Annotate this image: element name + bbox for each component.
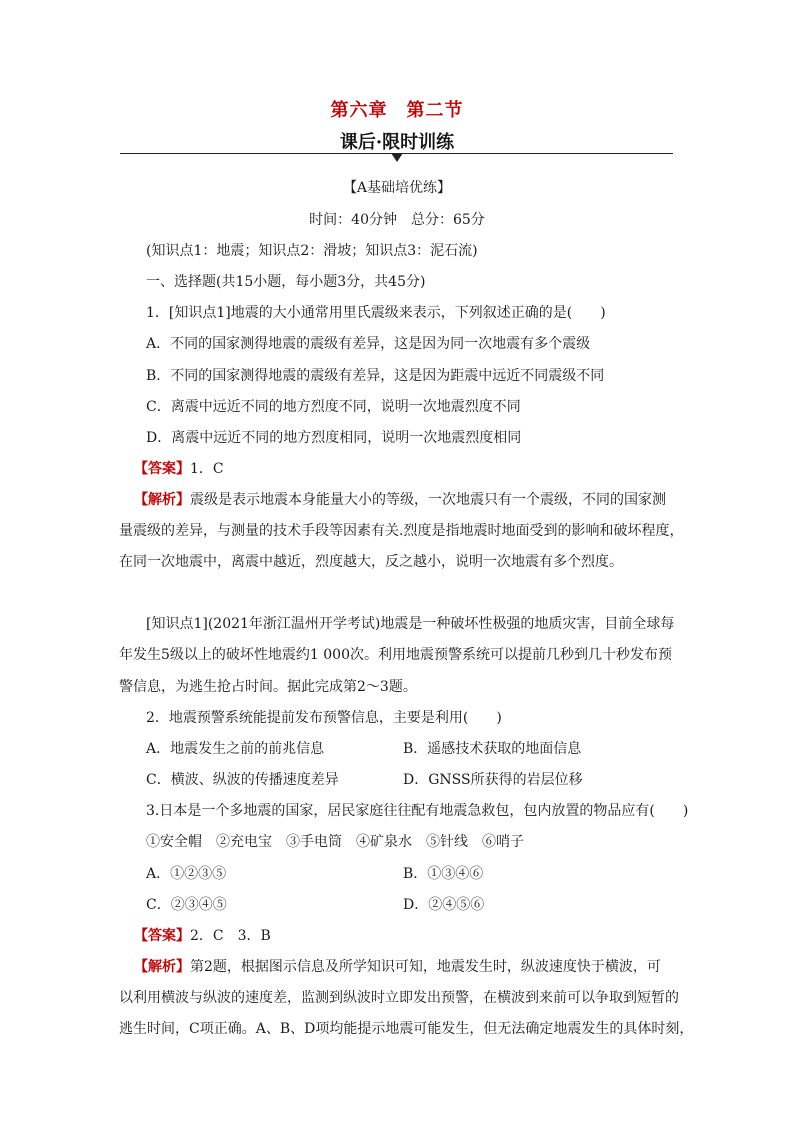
q1-option-c: C．离震中远近不同的地方烈度不同，说明一次地震烈度不同 — [146, 399, 521, 415]
chapter-title: 第六章 第二节 — [330, 100, 464, 121]
q23-analysis-line-1 — [134, 957, 661, 977]
section-title: 【A基础培优练】 — [342, 180, 452, 196]
q23-analysis-line-2: 以利用横波与纵波的速度差，监测到纵波时立即发出预警，在横波到来前可以争取到短暂的 — [119, 990, 679, 1006]
q2-option-c: C．横波、纵波的传播速度差异 — [146, 772, 339, 788]
q1-stem: 1．[知识点1]地震的大小通常用里氏震级来表示，下列叙述正确的是( ) — [146, 305, 606, 321]
q3-option-d: D．②④⑤⑥ — [403, 897, 485, 913]
analysis-text: 第2题，根据图示信息及所学知识可知，地震发生时，纵波速度快于横波，可 — [190, 959, 661, 975]
q1-analysis-line-3: 在同一次地震中，离震中越近，烈度越大，反之越小，说明一次地震有多个烈度。 — [119, 554, 623, 570]
time-info: 时间：40分钟 总分：65分 — [309, 212, 485, 228]
section-subtitle: 课后·限时训练 — [339, 132, 455, 153]
answer-tag: 【答案】 — [134, 928, 190, 944]
answer-value: 1．C — [190, 461, 224, 477]
q1-answer — [134, 459, 224, 479]
q3-option-a: A．①②③⑤ — [146, 866, 227, 882]
q1-analysis-line-2: 量震级的差异，与测量的技术手段等因素有关.烈度是指地震时地面受到的影响和破坏程度， — [119, 523, 684, 539]
material-line-1: [知识点1](2021年浙江温州开学考试)地震是一种破坏性极强的地质灾害，目前全球每 — [146, 616, 675, 632]
q1-option-b: B．不同的国家测得地震的震级有差异，这是因为距震中远近不同震级不同 — [146, 368, 605, 384]
analysis-tag: 【解析】 — [134, 959, 190, 975]
q2-stem: 2．地震预警系统能提前发布预警信息，主要是利用( ) — [146, 710, 502, 726]
rule-arrow-icon — [391, 153, 403, 162]
q3-stem: 3.日本是一个多地震的国家，居民家庭往往配有地震急救包，包内放置的物品应有( ) — [146, 803, 689, 819]
q1-option-d: D．离震中远近不同的地方烈度相同，说明一次地震烈度相同 — [146, 430, 522, 446]
answer-value: 2．C 3．B — [190, 928, 271, 944]
q2-option-d: D．GNSS所获得的岩层位移 — [403, 772, 583, 788]
analysis-tag: 【解析】 — [134, 492, 190, 508]
q3-option-c: C．②③④⑤ — [146, 897, 227, 913]
answer-tag: 【答案】 — [134, 461, 190, 477]
analysis-text: 震级是表示地震本身能量大小的等级，一次地震只有一个震级，不同的国家测 — [190, 492, 666, 508]
q2-option-a: A．地震发生之前的前兆信息 — [146, 741, 325, 757]
q1-analysis-line-1 — [134, 490, 666, 510]
knowledge-points: (知识点1：地震；知识点2：滑坡；知识点3：泥石流) — [146, 243, 478, 259]
material-line-2: 年发生5级以上的破坏性地震约1 000次。利用地震预警系统可以提前几秒到几十秒发布预 — [119, 647, 672, 663]
q1-option-a: A．不同的国家测得地震的震级有差异，这是因为同一次地震有多个震级 — [146, 336, 591, 352]
q3-option-b: B．①③④⑥ — [403, 866, 484, 882]
q3-items: ①安全帽 ②充电宝 ③手电筒 ④矿泉水 ⑤针线 ⑥哨子 — [146, 834, 524, 850]
part-heading: 一、选择题(共15小题，每小题3分，共45分) — [146, 274, 426, 290]
material-line-3: 警信息，为逃生抢占时间。据此完成第2～3题。 — [119, 679, 417, 695]
q2-option-b: B．遥感技术获取的地面信息 — [403, 741, 582, 757]
q23-answer — [134, 926, 271, 946]
q23-analysis-line-3: 逃生时间，C项正确。A、B、D项均能提示地震可能发生，但无法确定地震发生的具体时刻， — [119, 1021, 694, 1037]
